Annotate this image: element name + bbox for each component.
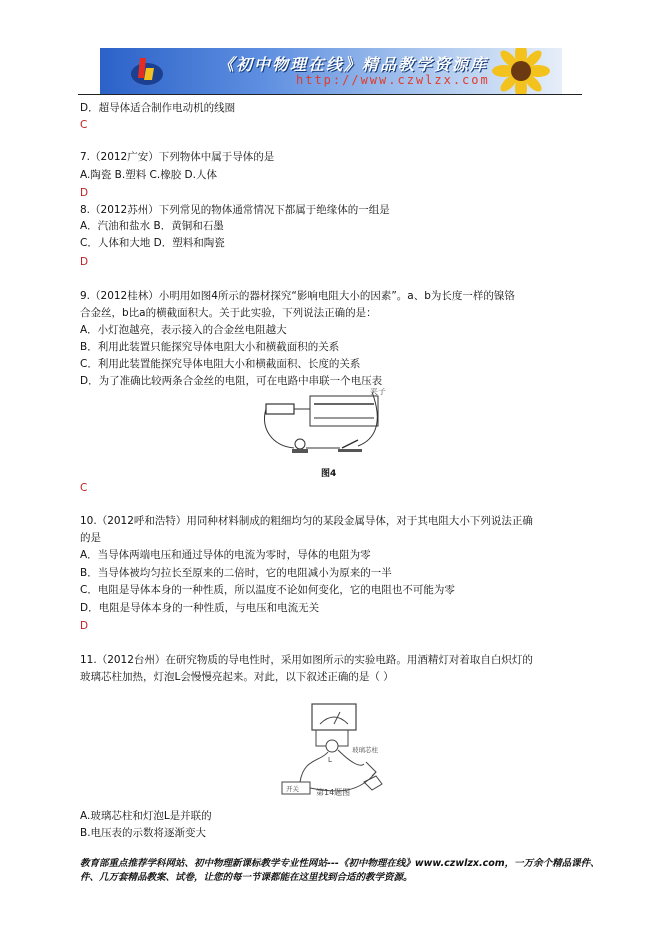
battery-icon [266,404,294,414]
figure-14-caption: 第14题图 [316,788,351,797]
header-banner [100,48,562,94]
bulb-label: L [328,756,332,764]
figure-14-circuit [280,702,400,798]
text-line: A．小灯泡越亮，表示接入的合金丝电阻越大 [80,324,287,336]
text-line: A.陶瓷 B.塑料 C.橡胶 D.人体 [80,169,217,181]
answer-line: D [80,620,89,632]
text-line: A．汽油和盐水 B．黄铜和石墨 [80,220,224,232]
glass-core-label: 玻璃芯柱 [352,746,378,754]
bulb-l-icon [326,740,338,752]
answer-line: D [80,256,89,268]
text-line: A.玻璃芯柱和灯泡L是并联的 [80,810,212,822]
figure-4-caption: 图4 [321,469,337,479]
answer-line: D [80,187,89,199]
footer-line-1: 教育部重点推荐学科网站、初中物理新课标教学专业性网站---《初中物理在线》www.czwlzx.com，一万余个精品课件、 [80,858,600,869]
header-divider [78,94,582,95]
text-line: C．人体和大地 D．塑料和陶瓷 [80,237,225,249]
alcohol-lamp-icon [364,776,382,790]
banner-title: 《初中物理在线》精品教学资源库 [218,55,489,74]
text-line: 10.（2012呼和浩特）用同种材料制成的粗细均匀的某段金属导体，对于其电阻大小下列说法正确 [80,515,533,527]
text-line: 8.（2012苏州）下列常见的物体通常情况下都属于绝缘体的一组是 [80,204,390,216]
text-line: 的是 [80,532,101,544]
text-line: D．超导体适合制作电动机的线圈 [80,102,236,114]
switch-label: 开关 [286,785,299,793]
glass-core-icon [366,762,376,776]
text-line: B．当导体被均匀拉长至原来的二倍时，它的电阻减小为原来的一半 [80,567,392,579]
wire-board [310,396,378,426]
text-line: D．为了准确比较两条合金丝的电阻，可在电路中串联一个电压表 [80,375,383,387]
banner-url[interactable]: http://www.czwlzx.com [296,73,490,87]
text-line: B.电压表的示数将逐渐变大 [80,827,207,839]
text-line: 玻璃芯柱加热，灯泡L会慢慢亮起来。对此，以下叙述正确的是（ ） [80,671,394,683]
site-logo-icon [130,54,164,88]
answer-line: C [80,482,88,494]
text-line: A．当导体两端电压和通过导体的电流为零时，导体的电阻为零 [80,549,371,561]
text-line: 9.（2012桂林）小明用如图4所示的器材探究“影响电阻大小的因素”。a、b为长度一样的镍铬 [80,290,515,302]
text-line: D．电阻是导体本身的一种性质，与电压和电流无关 [80,602,320,614]
text-line: 合金丝，b比a的横截面积大。关于此实验，下列说法正确的是： [80,307,377,319]
footer-line-2: 件、几万套精品教案、试卷，让您的每一节课都能在这里找到合适的教学资源。 [80,872,413,883]
answer-line: C [80,119,88,131]
switch-icon [342,440,358,448]
text-line: C．电阻是导体本身的一种性质，所以温度不论如何变化，它的电阻也不可能为零 [80,584,455,596]
clip-label: 夹子 [370,388,386,396]
bulb-icon [295,439,305,449]
text-line: C．利用此装置能探究导体电阻大小和横截面积、长度的关系 [80,358,361,370]
text-line: B．利用此装置只能探究导体电阻大小和横截面积的关系 [80,341,340,353]
text-line: 7.（2012广安）下列物体中属于导体的是 [80,151,275,163]
text-line: 11.（2012台州）在研究物质的导电性时，采用如图所示的实验电路。用酒精灯对着取自白炽灯的 [80,654,533,666]
sunflower-icon [486,48,556,94]
figure-4-circuit [262,388,392,458]
